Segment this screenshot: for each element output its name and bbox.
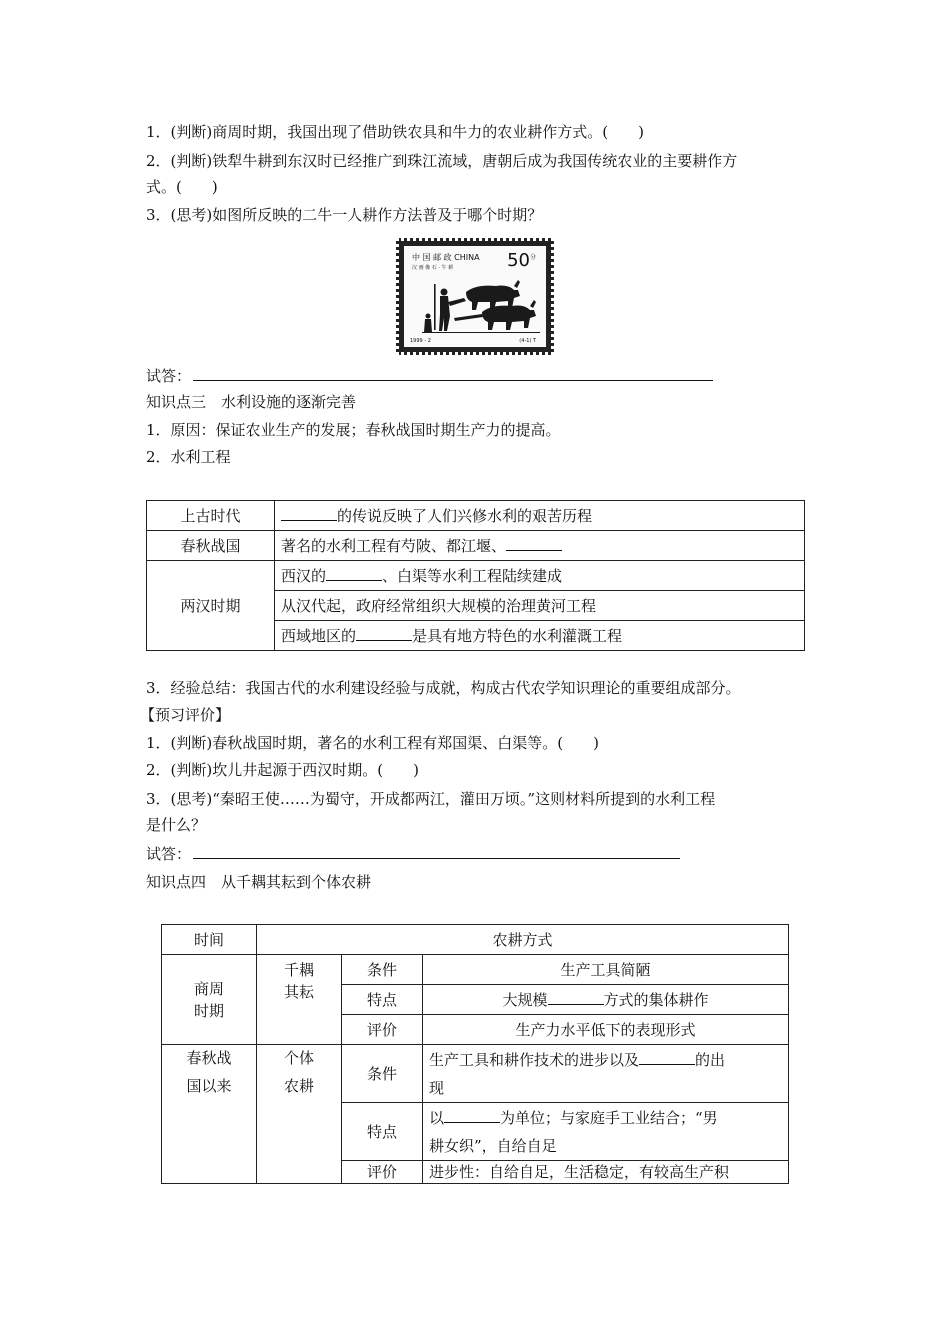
stamp-value-unit: 分 [529,254,536,261]
mode-cell [257,955,342,1045]
section-3-item-1: 1．原因：保证农业生产的发展；春秋战国时期生产力的提高。 [146,421,561,439]
stamp-code-right: (4-1) T [519,338,536,344]
mode-text: 其耘 [283,983,314,1001]
label-cell: 特点 [342,1103,423,1161]
question-3: 3．(思考)如图所反映的二牛一人耕作方法普及于哪个时期？ [146,206,543,224]
table-row [162,955,789,985]
cell-text: 以 [429,1108,445,1127]
answer-line-1[interactable] [193,380,713,381]
stamp-title: 中 国 邮 政 CHINA [412,253,480,262]
label-cell: 评价 [342,1015,423,1045]
section-4-heading: 知识点四 从千耦其耘到个体农耕 [146,873,372,891]
stamp-face [404,246,546,347]
review-question-1: 1．(判断)春秋战国时期，著名的水利工程有郑国渠、白渠等。( ) [146,734,599,752]
answer-label-1: 试答： [146,367,192,385]
plowing-stamp-image [396,238,554,355]
header-time: 时间 [162,925,257,955]
question-2-line-2: 式。( ) [146,178,218,196]
review-heading: 【预习评价】 [140,706,231,724]
fill-blank[interactable] [326,566,382,581]
fill-blank[interactable] [356,626,412,641]
era-cell: 上古时代 [147,501,275,531]
content-cell: 生产工具简陋 [423,955,789,985]
label-cell: 条件 [342,955,423,985]
cell-text: 大规模 [502,990,548,1009]
stamp-subtitle: 汉 画 像 石 · 牛 耕 [412,265,454,271]
fill-blank[interactable] [444,1108,500,1123]
time-text: 国以来 [186,1077,232,1095]
cell-text: 生产工具和耕作技术的进步以及 [429,1050,640,1069]
fill-blank[interactable] [506,536,562,551]
content-cell: 生产力水平低下的表现形式 [423,1015,789,1045]
label-cell: 评价 [342,1161,423,1184]
table-row [147,501,805,531]
content-cell [423,1103,789,1161]
table-row [147,561,805,591]
cell-text: 的出 [695,1050,726,1069]
fill-blank[interactable] [639,1050,695,1065]
content-cell [275,531,805,561]
content-cell [423,985,789,1015]
cell-text: 、白渠等水利工程陆续建成 [382,566,563,585]
cell-text: 方式的集体耕作 [603,990,709,1009]
table-row [162,925,789,955]
stamp-code-left: 1999 - 2 [410,338,431,344]
review-question-2: 2．(判断)坎儿井起源于西汉时期。( ) [146,761,419,779]
review-question-3-line-1: 3．(思考)“秦昭王使……为蜀守，开成都两江，灌田万顷。”这则材料所提到的水利工程 [146,790,716,808]
time-cell [162,955,257,1045]
content-cell [275,621,805,651]
time-text: 春秋战 [186,1049,232,1067]
cell-text: 现 [429,1078,445,1097]
answer-line-2[interactable] [193,858,680,859]
cell-text: 为单位；与家庭手工业结合；“男 [500,1108,718,1127]
review-question-3-line-2: 是什么？ [146,816,207,834]
content-cell [423,1045,789,1103]
water-projects-table [146,500,805,651]
mode-text: 农耕 [283,1077,314,1095]
content-cell [275,561,805,591]
cell-text: 著名的水利工程有芍陂、都江堰、 [281,536,507,555]
mode-cell [257,1045,342,1184]
table-row [162,1045,789,1103]
cell-text: 是具有地方特色的水利灌溉工程 [412,626,623,645]
answer-label-2: 试答： [146,845,192,863]
header-mode: 农耕方式 [257,925,789,955]
cell-text: 的传说反映了人们兴修水利的艰苦历程 [337,506,593,525]
section-3-heading: 知识点三 水利设施的逐渐完善 [146,393,357,411]
fill-blank[interactable] [548,990,604,1005]
mode-text: 千耦 [283,961,314,979]
ox-plowing-illustration [404,246,546,347]
era-cell: 两汉时期 [147,561,275,651]
time-text: 商周 [193,979,224,998]
section-3-item-2: 2．水利工程 [146,448,231,466]
era-cell: 春秋战国 [147,531,275,561]
cell-text: 西域地区的 [281,626,357,645]
content-cell: 从汉代起，政府经常组织大规模的治理黄河工程 [275,591,805,621]
time-cell [162,1045,257,1184]
stamp-value-number: 50 [507,250,530,271]
question-1: 1．(判断)商周时期，我国出现了借助铁农具和牛力的农业耕作方式。( ) [146,123,644,141]
cell-text: 耕女织”，自给自足 [429,1136,557,1155]
content-cell: 进步性：自给自足，生活稳定，有较高生产积 [423,1161,789,1184]
question-2-line-1: 2．(判断)铁犁牛耕到东汉时已经推广到珠江流域，唐朝后成为我国传统农业的主要耕作方 [146,152,738,170]
label-cell: 特点 [342,985,423,1015]
fill-blank[interactable] [281,506,337,521]
time-text: 时期 [193,1001,224,1020]
table-row [147,531,805,561]
content-cell [275,501,805,531]
section-3-item-3: 3．经验总结：我国古代的水利建设经验与成就，构成古代农学知识理论的重要组成部分。 [146,679,741,697]
cell-text: 西汉的 [281,566,327,585]
label-cell: 条件 [342,1045,423,1103]
farming-methods-table [161,924,789,1184]
mode-text: 个体 [283,1049,314,1067]
